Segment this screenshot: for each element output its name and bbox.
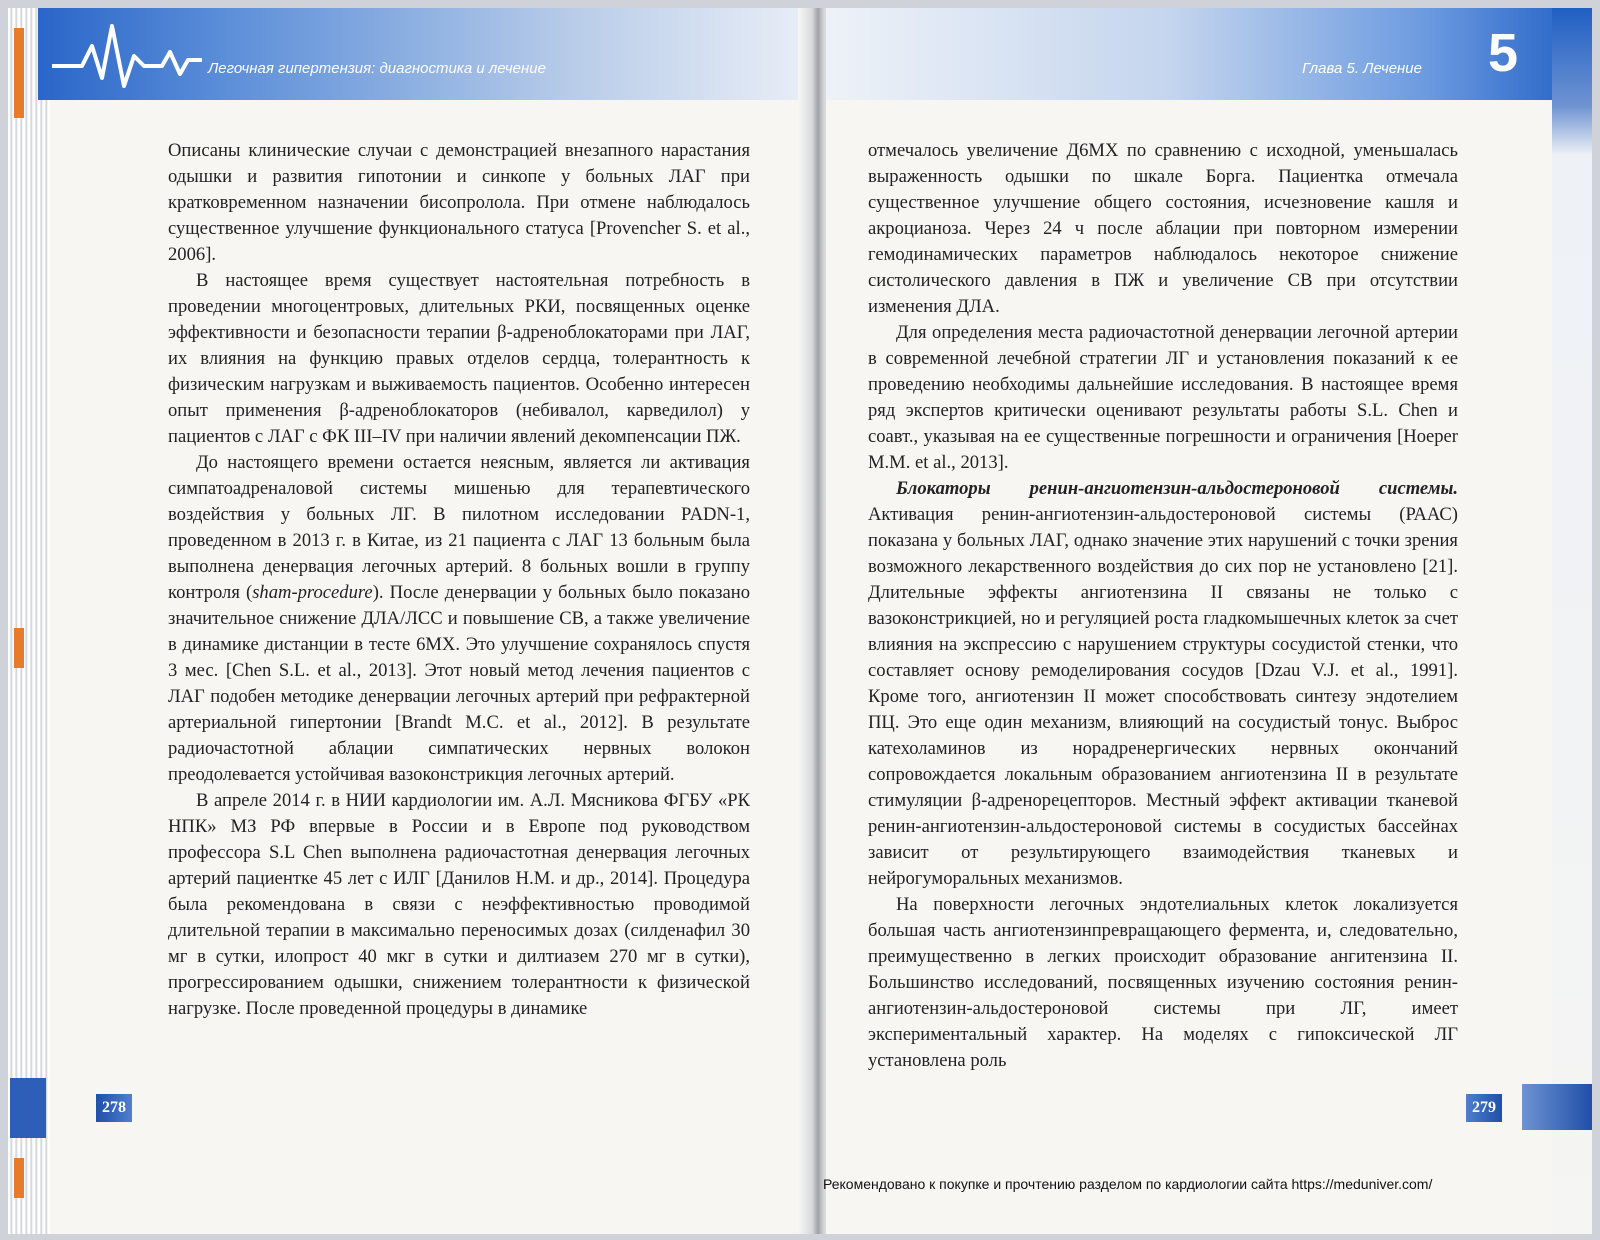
thumb-tab [1522,1084,1592,1130]
chapter-number: 5 [1487,23,1518,83]
paragraph: Описаны клинические случаи с демонстрацией внезапного нарастания одышки и развития гипотонии и синкопе у больных ЛАГ при кратковременном назначении бисопролола. При отмене наблюдалось существенное улучшение функционального статуса [Provencher S. et al., 2006]. [168,140,750,265]
italic-term: sham-procedure [252,582,373,603]
thumb-tab [14,28,24,118]
footer-note: Рекомендовано к покупке и прочтению разделом по кардиологии сайта https://meduniver.com/ [823,1176,1433,1192]
right-page [826,8,1592,1234]
page-number: 279 [1466,1094,1502,1122]
paragraph: Для определения места радиочастотной денервации легочной артерии в современной лечебной стратегии ЛГ и установления показаний к ее проведению необходимы дальнейшие исследования. В настоящее время ряд экспертов критически оценивают результаты работы S.L. Chen и соавт., указывая на ее существенные погрешности и ограничения [Hoeper M.M. et al., 2013]. [868,322,1458,473]
thumb-tab [10,1078,46,1138]
page-edge-stack [8,8,50,1234]
section-heading: Блокаторы ренин-ангиотензин-альдостероновой системы. [896,478,1458,499]
paragraph-text: Активация ренин-ангиотензин-альдостероновой системы (РААС) показана у больных ЛАГ, однако значение этих нарушений с точки зрения возможного лекарственного воздействия до сих пор не установлено [21]. Длительные эффекты ангиотензина II связаны не только с вазоконстрикцией, но и регуляцией роста гладкомышечных клеток за счет влияния на экспрессию с нарушением структуры сосудистой стенки, что составляет основу ремоделирования сосудов [Dzau V.J. et al., 1991]. Кроме того, ангиотензин II может способствовать синтезу эндотелием ПЦ. Это еще один механизм, влияющий на сосудистый тонус. Выброс катехоламинов из норадренергических нервных окончаний сопровождается локальным образованием ангиотензина II в результате стимуляции β-адренорецепторов. Местный эффект активации тканевой ренин-ангиотензин-альдостероновой системы в сосудистых бассейнах зависит от результирующего взаимодействия тканевых и нейрогуморальных механизмов. [868,504,1458,889]
paragraph: На поверхности легочных эндотелиальных клеток локализуется большая часть ангиотензинпревращающего фермента, и, следовательно, преимущественно в легких происходит образование ангитензина II. Большинство исследований, посвященных изучению состояния ренин-ангиотензин-альдостероновой системы при ЛГ, имеет экспериментальный характер. На моделях с гипоксической ЛГ установлена роль [868,894,1458,1071]
paragraph [868,476,1458,892]
paragraph [168,450,750,788]
page-number: 278 [96,1094,132,1122]
paragraph: В настоящее время существует настоятельная потребность в проведении многоцентровых, длительных РКИ, посвященных оценке эффективности и безопасности терапии β-адреноблокаторами при ЛАГ, их влияния на функцию правых отделов сердца, толерантность к физическим нагрузкам и выживаемость пациентов. Особенно интересен опыт применения β-адреноблокаторов (небивалол, карведилол) у пациентов с ЛАГ с ФК III–IV при наличии явлений декомпенсации ПЖ. [168,270,750,447]
heartbeat-pulse-icon [52,16,202,96]
open-book-spread [8,8,1592,1234]
left-page [8,8,808,1234]
header-band [826,8,1592,100]
thumb-tab [14,628,24,668]
right-page-body [868,138,1458,1074]
thumb-tab [14,1158,24,1198]
running-head: Легочная гипертензия: диагностика и лечение [208,60,546,77]
page-edge [1552,8,1592,1234]
running-head: Глава 5. Лечение [1302,60,1422,77]
paragraph: отмечалось увеличение Д6МХ по сравнению с исходной, уменьшалась выраженность одышки по шкале Борга. Пациентка отмечала существенное улучшение общего состояния, исчезновение кашля и акроцианоза. Через 24 ч после аблации при повторном измерении гемодинамических параметров наблюдалось некоторое снижение систолического давления в ПЖ и увеличение СВ при отсутствии изменения ДЛА. [868,140,1458,317]
paragraph-text: До настоящего времени остается неясным, является ли активация симпатоадреналовой системы мишенью для терапевтического воздействия у больных ЛГ. В пилотном исследовании PADN-1, проведенном в 2013 г. в Китае, из 21 пациента с ЛАГ 13 больным была выполнена денервация легочных артерий. 8 больных вошли в группу контроля ( [168,452,750,603]
left-page-body [168,138,750,1022]
paragraph: В апреле 2014 г. в НИИ кардиологии им. А.Л. Мясникова ФГБУ «РК НПК» МЗ РФ впервые в России и в Европе под руководством профессора S.L Chen выполнена радиочастотная денервация легочных артерий пациентке 45 лет с ИЛГ [Данилов Н.М. и др., 2014]. Процедура была рекомендована в связи с неэффективностью проводимой длительной терапии в максимально переносимых дозах (силденафил 30 мг в сутки, илопрост 40 мкг в сутки и дилтиазем 270 мг в сутки), прогрессированием одышки, снижением толерантности к физической нагрузке. После проведенной процедуры в динамике [168,790,750,1019]
paragraph-text: ). После денервации у больных было показано значительное снижение ДЛА/ЛСС и повышение СВ, а также увеличение в динамике дистанции в тесте 6МХ. Это улучшение сохранялось спустя 3 мес. [Chen S.L. et al., 2013]. Этот новый метод лечения пациентов с ЛАГ подобен методике денервации легочных артерий при рефрактерной артериальной гипертонии [Brandt M.C. et al., 2012]. В результате радиочастотной аблации симпатических нервных волокон преодолевается устойчивая вазоконстрикция легочных артерий. [168,582,750,785]
